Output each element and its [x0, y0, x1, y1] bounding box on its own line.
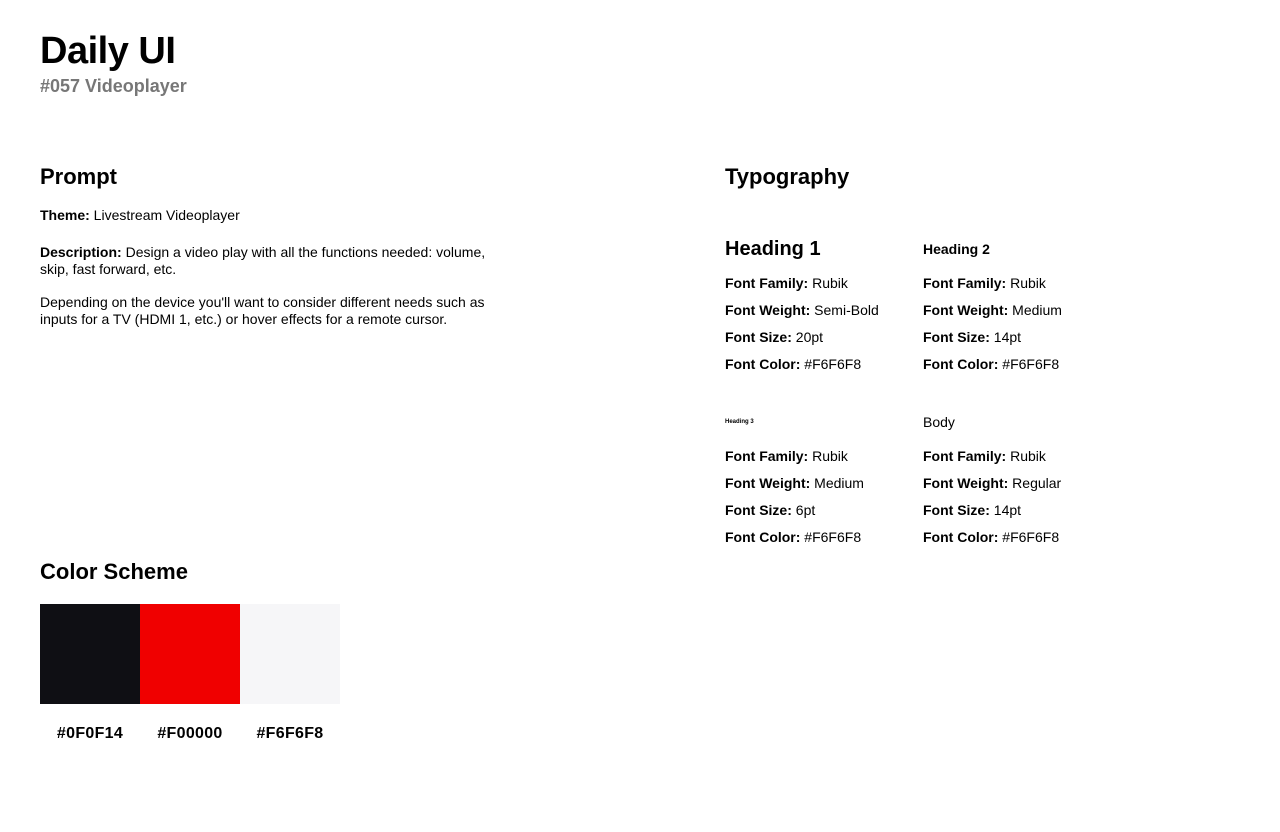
- typo-color-row: [725, 356, 915, 373]
- typo-size-label: Font Size:: [725, 329, 792, 345]
- typo-weight-value: Medium: [1008, 302, 1062, 318]
- typo-sample-heading-1: Heading 1: [725, 238, 821, 260]
- typo-color-value: #F6F6F8: [800, 356, 862, 372]
- swatch-item-dark: [40, 604, 140, 744]
- swatch-item-light: [240, 604, 340, 744]
- typo-color-value: #F6F6F8: [998, 356, 1060, 372]
- typo-family-value: Rubik: [808, 448, 848, 464]
- typo-color-value: #F6F6F8: [800, 529, 862, 545]
- color-swatch-red: [140, 604, 240, 704]
- color-swatch-dark: [40, 604, 140, 704]
- typo-weight-value: Semi-Bold: [810, 302, 879, 318]
- typo-family-row: [725, 448, 915, 465]
- typo-sample-heading-3: Heading 3: [725, 419, 754, 425]
- typo-color-label: Font Color:: [923, 529, 999, 545]
- typo-family-label: Font Family:: [725, 275, 809, 291]
- page-title: Daily UI: [40, 30, 176, 72]
- typo-weight-row: [725, 475, 915, 492]
- typo-size-label: Font Size:: [725, 502, 792, 518]
- typo-heading-1: [725, 237, 915, 383]
- typo-heading-2: [923, 237, 1113, 383]
- prompt-extra: Depending on the device you'll want to consider different needs such as inputs for a TV (HDMI 1, etc.) or hover effects for a remote cursor.: [40, 294, 485, 327]
- typo-size-row: [725, 329, 915, 346]
- description-value: Design a video play with all the functions needed: volume, skip, fast forward, etc.: [40, 244, 486, 277]
- prompt-theme: [40, 207, 510, 224]
- typo-weight-value: Medium: [810, 475, 864, 491]
- typo-size-row: [923, 502, 1113, 519]
- typo-body: [923, 410, 1113, 556]
- page-subtitle: #057 Videoplayer: [40, 76, 187, 96]
- typo-size-row: [923, 329, 1113, 346]
- typo-family-label: Font Family:: [725, 448, 809, 464]
- typo-size-value: 20pt: [791, 329, 824, 345]
- typo-size-value: 6pt: [791, 502, 816, 518]
- typo-family-value: Rubik: [808, 275, 848, 291]
- swatch-row: [40, 604, 340, 744]
- swatch-label-dark: #0F0F14: [56, 725, 124, 742]
- typo-color-value: #F6F6F8: [998, 529, 1060, 545]
- typo-weight-row: [923, 475, 1113, 492]
- swatch-label-red: #F00000: [157, 725, 223, 742]
- theme-label: Theme:: [40, 207, 90, 223]
- typo-family-row: [923, 448, 1113, 465]
- typo-family-value: Rubik: [1006, 275, 1046, 291]
- typo-weight-label: Font Weight:: [923, 302, 1009, 318]
- typography-title: Typography: [725, 164, 850, 189]
- typography-section: [725, 163, 1062, 545]
- typo-color-row: [923, 529, 1113, 546]
- header: [40, 28, 187, 98]
- typo-size-label: Font Size:: [923, 502, 990, 518]
- typo-weight-label: Font Weight:: [923, 475, 1009, 491]
- theme-value: Livestream Videoplayer: [89, 207, 240, 223]
- typo-family-value: Rubik: [1006, 448, 1046, 464]
- swatch-item-red: [140, 604, 240, 744]
- color-scheme-section: [40, 558, 340, 744]
- typo-heading-3: [725, 410, 915, 556]
- prompt-title: Prompt: [40, 164, 117, 189]
- typo-color-row: [923, 356, 1113, 373]
- typo-color-label: Font Color:: [725, 529, 801, 545]
- typo-color-row: [725, 529, 915, 546]
- typo-color-label: Font Color:: [725, 356, 801, 372]
- color-scheme-title: Color Scheme: [40, 559, 188, 584]
- typo-family-label: Font Family:: [923, 448, 1007, 464]
- typo-size-value: 14pt: [989, 502, 1022, 518]
- typo-weight-label: Font Weight:: [725, 302, 811, 318]
- prompt-description: [40, 244, 510, 278]
- typo-color-label: Font Color:: [923, 356, 999, 372]
- typo-weight-value: Regular: [1008, 475, 1062, 491]
- typo-family-label: Font Family:: [923, 275, 1007, 291]
- typo-sample-heading-2: Heading 2: [923, 241, 990, 257]
- typo-family-row: [923, 275, 1113, 292]
- typo-weight-row: [923, 302, 1113, 319]
- typo-size-row: [725, 502, 915, 519]
- typo-weight-row: [725, 302, 915, 319]
- typo-weight-label: Font Weight:: [725, 475, 811, 491]
- prompt-section: [40, 163, 510, 328]
- typo-size-value: 14pt: [989, 329, 1022, 345]
- typo-size-label: Font Size:: [923, 329, 990, 345]
- typo-family-row: [725, 275, 915, 292]
- color-swatch-light: [240, 604, 340, 704]
- description-label: Description:: [40, 244, 122, 260]
- typo-sample-body: Body: [923, 414, 955, 430]
- swatch-label-light: #F6F6F8: [256, 725, 324, 742]
